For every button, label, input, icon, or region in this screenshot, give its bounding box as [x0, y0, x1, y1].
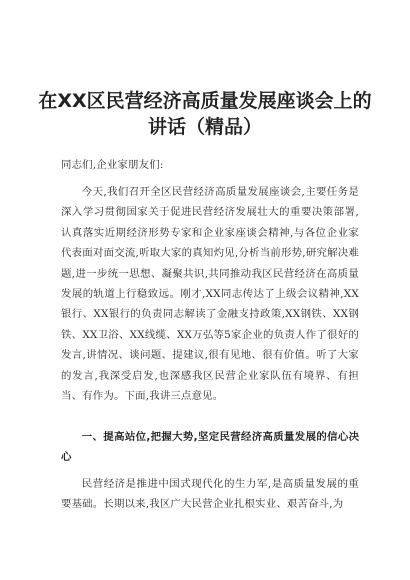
salutation: 同志们,企业家朋友们: — [61, 159, 164, 171]
paragraph-intro: 今天,我们召开全区民营经济高质量发展座谈会,主要任务是深入学习贯彻国家关于促进民营经济发展壮大的重要决策部署,认真落实近期经济形势专家和企业家座谈会精神,与各位企业家代表面对面交流,听取大家的真知灼见,分析当前形势,研究解决难题,进一步统一思想、凝聚共识,共同推动我区民营经济在高质量发展的轨道上行稳致远。刚才,XX同志传达了上级会议精神,XX银行、XX银行的负责同志解读了金融支持政策,XX钢铁、XX钢铁、XX卫浴、XX线缆、XX万弘等5家企业的负责人作了很好的发言,讲情况、谈问题、提建议,很有见地、很有价值。听了大家的发言,我深受启发,也深感我区民营企业家队伍有境界、有担当、有作为。下面,我讲三点意见。 — [61, 186, 359, 403]
section-heading-1: 一、提高站位,把握大势,坚定民营经济高质量发展的信心决心 — [61, 431, 359, 464]
document-title: 在XX区民营经济高质量发展座谈会上的讲话（精品） — [38, 90, 372, 138]
paragraph-section-1: 民营经济是推进中国式现代化的生力军,是高质量发展的重要基础。长期以来,我区广大民营企业扎根实业、艰苦奋斗,为 — [61, 478, 359, 511]
